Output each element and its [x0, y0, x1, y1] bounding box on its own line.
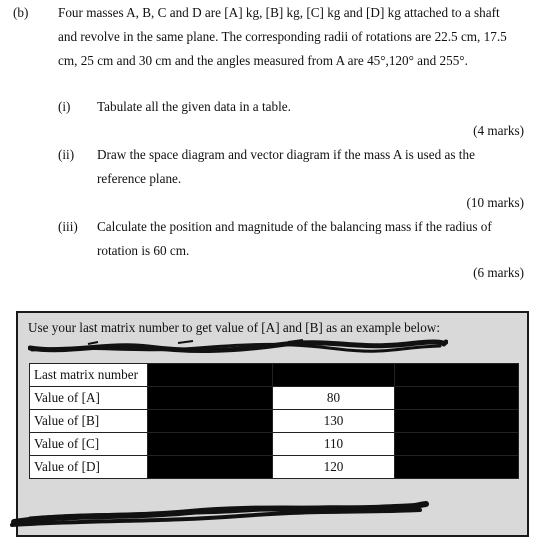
table-row	[30, 364, 519, 387]
redacted-cell	[395, 410, 519, 433]
matrix-table	[29, 363, 519, 479]
subpart-i-number: (i)	[58, 99, 71, 114]
redacted-cell	[148, 433, 273, 456]
row-label-last-matrix: Last matrix number	[30, 364, 148, 387]
table-row	[30, 456, 519, 479]
part-label: (b)	[13, 5, 29, 20]
redacted-cell	[148, 364, 273, 387]
subpart-i-marks: (4 marks)	[473, 123, 524, 138]
subpart-iii-marks: (6 marks)	[473, 265, 524, 280]
redaction-scribble-top	[28, 338, 448, 360]
subpart-ii-line-2: reference plane.	[97, 171, 182, 186]
redacted-cell	[148, 410, 273, 433]
value-c: 110	[273, 433, 395, 456]
table-row	[30, 410, 519, 433]
redacted-cell	[395, 456, 519, 479]
value-b: 130	[273, 410, 395, 433]
subpart-iii-line-1: Calculate the position and magnitude of the balancing mass if the radius of	[97, 219, 492, 234]
subpart-ii-number: (ii)	[58, 147, 75, 162]
redacted-cell	[395, 433, 519, 456]
row-label-a: Value of [A]	[30, 387, 148, 410]
intro-line-1	[58, 5, 528, 21]
row-label-c: Value of [C]	[30, 433, 148, 456]
value-d: 120	[273, 456, 395, 479]
redacted-cell	[148, 456, 273, 479]
subpart-ii-marks: (10 marks)	[466, 195, 524, 210]
redacted-cell	[395, 387, 519, 410]
matrix-instruction: Use your last matrix number to get value of [A] and [B] as an example below:	[28, 320, 440, 335]
subpart-iii-line-2: rotation is 60 cm.	[97, 243, 190, 258]
subpart-iii-number: (iii)	[58, 219, 78, 234]
table-row	[30, 387, 519, 410]
intro-line-3: cm, 25 cm and 30 cm and the angles measured from A are 45°,120° and 255°.	[58, 53, 468, 68]
row-label-d: Value of [D]	[30, 456, 148, 479]
subpart-ii-line-1: Draw the space diagram and vector diagram if the mass A is used as the	[97, 147, 475, 162]
redacted-cell	[148, 387, 273, 410]
value-a: 80	[273, 387, 395, 410]
subpart-i-text: Tabulate all the given data in a table.	[97, 99, 291, 114]
intro-line-2: and revolve in the same plane. The corresponding radii of rotations are 22.5 cm, 17.5	[58, 29, 507, 44]
row-label-b: Value of [B]	[30, 410, 148, 433]
redacted-cell	[395, 364, 519, 387]
intro-line-1-text: Four masses A, B, C and D are [A] kg, [B] kg, [C] kg and [D] kg attached to a shaft	[58, 5, 500, 20]
table-row	[30, 433, 519, 456]
redacted-cell	[273, 364, 395, 387]
redaction-scribble-bottom	[10, 500, 430, 530]
